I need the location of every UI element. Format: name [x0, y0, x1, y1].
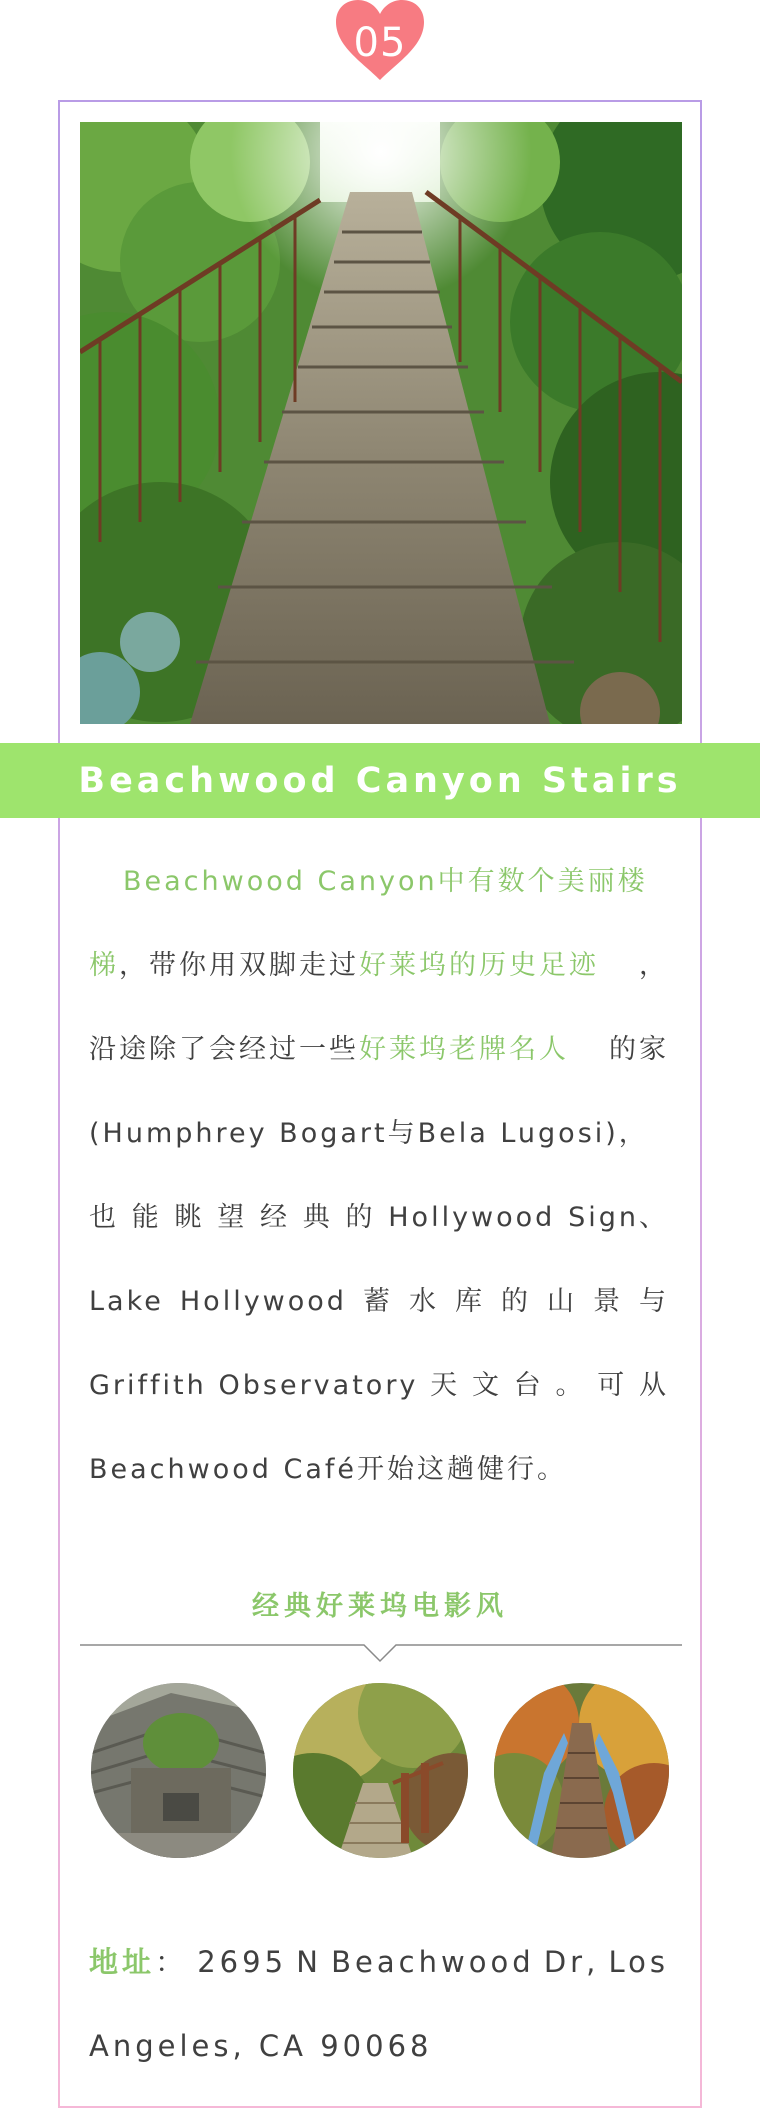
body-text: ， [639, 950, 669, 981]
highlight-text: 好莱坞老牌名人 [359, 1034, 569, 1065]
highlight-text: 好莱坞的历史足迹 [359, 950, 599, 981]
address-line-2 [89, 2027, 669, 2065]
address-word: Dr, [543, 1945, 600, 1979]
address-line-1 [89, 1943, 669, 1981]
word: 天 [430, 1370, 461, 1401]
body-text: (Humphrey Bogart与Bela Lugosi)， [89, 1118, 649, 1149]
number-badge [332, 0, 428, 82]
address-word: Los [608, 1945, 669, 1979]
body-text: ，带你用双脚走过 [119, 950, 359, 981]
body-text: 沿途除了会经过一些 [89, 1034, 359, 1065]
word: 山 [546, 1286, 577, 1317]
word: 。 [555, 1370, 586, 1401]
highlight-text: Beachwood Canyon中有数个美丽楼 [123, 866, 648, 897]
stair-monument-photo [91, 1683, 266, 1858]
paragraph-line-7 [89, 1368, 669, 1404]
address-colon: ： [155, 1945, 189, 1979]
place-title: Beachwood Canyon Stairs [78, 760, 682, 801]
word: 蓄 [362, 1286, 393, 1317]
badge-number: 05 [353, 20, 407, 66]
paragraph-line-4 [89, 1116, 669, 1152]
address-text: Angeles, CA 90068 [89, 2029, 433, 2063]
word: 也 [89, 1202, 119, 1233]
word: 可 [597, 1370, 628, 1401]
word: 景 [592, 1286, 623, 1317]
word: 典 [302, 1202, 333, 1233]
word: 的 [500, 1286, 531, 1317]
section-heading: 经典好莱坞电影风 [252, 1591, 508, 1622]
paragraph-line-2 [89, 948, 669, 984]
paragraph-line-8 [89, 1452, 669, 1488]
word: 望 [217, 1202, 248, 1233]
highlight-text: 梯 [89, 950, 119, 981]
word: Griffith [89, 1370, 207, 1401]
paragraph-line-1 [89, 864, 669, 900]
word: 水 [408, 1286, 439, 1317]
word: 与 [638, 1286, 669, 1317]
word: 的 [345, 1202, 376, 1233]
word: Lake [89, 1286, 164, 1317]
word: 台 [513, 1370, 544, 1401]
word: Observatory [218, 1370, 419, 1401]
forest-stairs-photo [293, 1683, 468, 1858]
body-text: Beachwood Café开始这趟健行。 [89, 1454, 567, 1485]
word: 库 [454, 1286, 485, 1317]
address-word: 2695 [197, 1945, 288, 1979]
word: Hollywood [388, 1202, 556, 1233]
paragraph-line-5 [89, 1200, 669, 1236]
address-word: Beachwood [331, 1945, 535, 1979]
paragraph-line-6 [89, 1284, 669, 1320]
title-band [0, 743, 760, 818]
paragraph-line-3 [89, 1032, 669, 1068]
word: Hollywood [179, 1286, 347, 1317]
address-word: N [296, 1945, 322, 1979]
body-text: 的家 [609, 1034, 669, 1065]
stone-stairway-photo [80, 122, 682, 724]
word: 文 [471, 1370, 502, 1401]
word: 眺 [174, 1202, 205, 1233]
word: 能 [131, 1202, 162, 1233]
address-label: 地址 [89, 1945, 156, 1979]
word: Sign、 [568, 1202, 669, 1233]
divider-line [80, 1632, 682, 1666]
word: 经 [260, 1202, 290, 1233]
word: 从 [639, 1370, 669, 1401]
autumn-stairs-photo [494, 1683, 669, 1858]
